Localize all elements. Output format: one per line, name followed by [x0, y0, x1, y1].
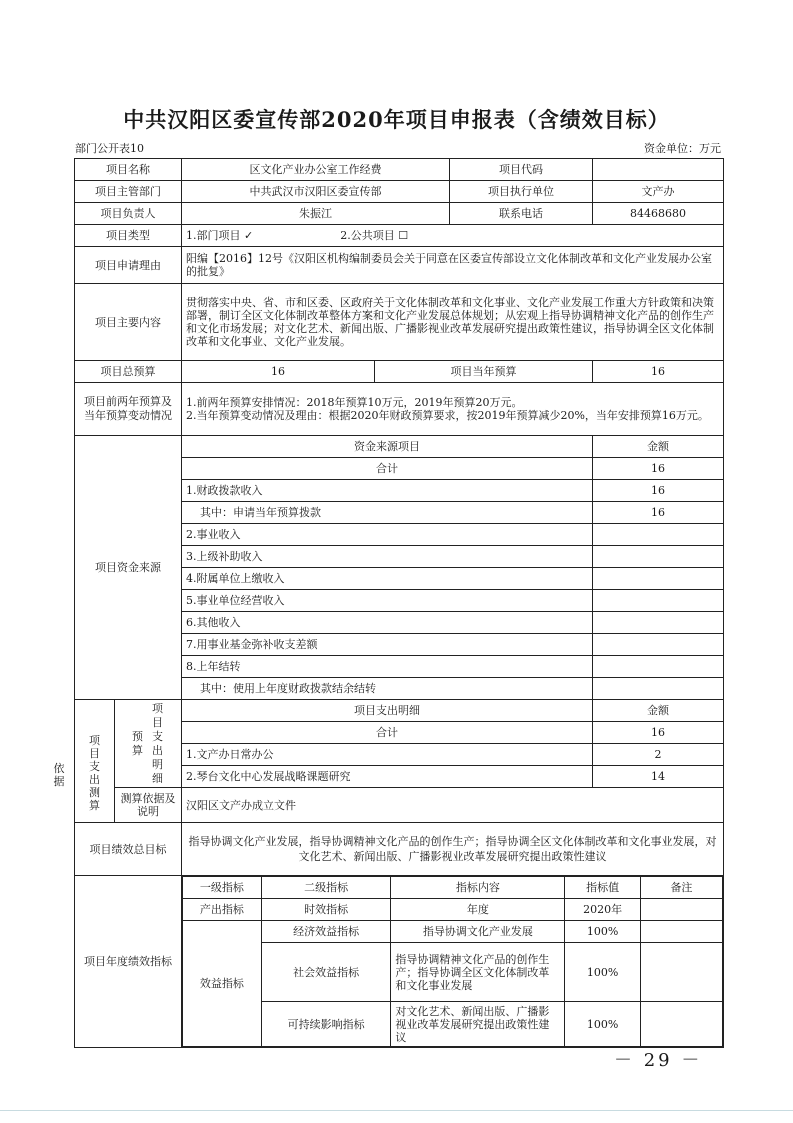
funding-amount: 16: [593, 458, 724, 480]
expense-col-item: 项目支出明细: [182, 700, 593, 722]
bottom-divider: [0, 1110, 793, 1111]
funding-amount: [593, 634, 724, 656]
funding-amount: [593, 546, 724, 568]
indicator-level2: 时效指标: [261, 899, 391, 921]
label-dept: 项目主管部门: [75, 181, 182, 203]
expense-item: 合计: [182, 722, 593, 744]
label-calc-basis: 测算依据及说明: [115, 788, 182, 823]
indicators-row: [75, 876, 724, 1048]
label-funding-source: 项目资金来源: [75, 436, 182, 700]
funding-item: 其中：申请当年预算拨款: [182, 502, 593, 524]
checkbox-empty-icon: ☐: [398, 229, 409, 242]
indicator-level2: 可持续影响指标: [261, 1002, 391, 1047]
funding-item: 合计: [182, 458, 593, 480]
label-annual-indicators: 项目年度绩效指标: [75, 876, 182, 1048]
funding-item: 2.事业收入: [182, 524, 593, 546]
type-dept-project: 1.部门项目: [186, 229, 241, 242]
funding-item: 其中：使用上年度财政拨款结余结转: [182, 678, 593, 700]
expense-amount: 16: [593, 722, 724, 744]
funding-amount: [593, 612, 724, 634]
value-budget-change: [182, 383, 724, 436]
value-dept: 中共武汉市汉阳区委宣传部: [182, 181, 450, 203]
funding-item: 8.上年结转: [182, 656, 593, 678]
indicator-content: 指导协调文化产业发展: [391, 921, 565, 943]
funding-item: 6.其他收入: [182, 612, 593, 634]
funding-item: 3.上级补助收入: [182, 546, 593, 568]
label-exec-unit: 项目执行单位: [450, 181, 593, 203]
indicator-remark: [640, 1002, 722, 1047]
indicator-row: [183, 1002, 723, 1047]
label-budget-change: 项目前两年预算及当年预算变动情况: [75, 383, 182, 436]
row-budget-change: [75, 383, 724, 436]
indicators-cell: [182, 876, 724, 1048]
row-type: [75, 225, 724, 247]
funding-item: 5.事业单位经营收入: [182, 590, 593, 612]
label-project-code: 项目代码: [450, 159, 593, 181]
label-phone: 联系电话: [450, 203, 593, 225]
indicator-value: 100%: [565, 943, 641, 1002]
row-budget: [75, 361, 724, 383]
indicator-row: [183, 943, 723, 1002]
value-leader: 朱振江: [182, 203, 450, 225]
value-project-code: [593, 159, 724, 181]
funding-amount: [593, 590, 724, 612]
label-current-budget: 项目当年预算: [375, 361, 593, 383]
budget-change-line-2: 2.当年预算变动情况及理由：根据2020年财政预算要求，按2019年预算减少20%，当年安排预算16万元。: [186, 409, 709, 422]
label-total-budget: 项目总预算: [75, 361, 182, 383]
label-expense-basis: [53, 700, 115, 823]
indicator-level1: 效益指标: [183, 921, 262, 1047]
budget-change-line-1: 1.前两年预算安排情况：2018年预算10万元，2019年预算20万元。: [186, 396, 523, 409]
indicator-remark: [640, 943, 722, 1002]
check-icon: ✓: [244, 229, 254, 242]
indicators-header: [183, 877, 723, 899]
funding-amount: 16: [593, 480, 724, 502]
indicators-table: [182, 876, 723, 1047]
indicator-row: [183, 921, 723, 943]
type-public-project: 2.公共项目: [340, 229, 395, 242]
row-perf-goal: [75, 823, 724, 876]
expense-amount: 2: [593, 744, 724, 766]
label-reason: 项目申请理由: [75, 247, 182, 284]
funding-amount: [593, 568, 724, 590]
funding-item: 7.用事业基金弥补收支差额: [182, 634, 593, 656]
expense-basis-side-text: 依据: [53, 762, 65, 788]
header-level2: 二级指标: [261, 877, 391, 899]
indicator-content: 对文化艺术、新闻出版、广播影视业改革发展研究提出政策性建议: [391, 1002, 565, 1047]
value-perf-goal: 指导协调文化产业发展，指导协调精神文化产品的创作生产；指导协调全区文化体制改革和文化事业发展，对文化艺术、新闻出版、广播影视业改革发展研究提出政策性建议: [182, 823, 724, 876]
funding-header-row: [75, 436, 724, 458]
header-content: 指标内容: [391, 877, 565, 899]
application-form-table: [53, 158, 724, 1048]
value-project-name: 区文化产业办公室工作经费: [182, 159, 450, 181]
indicator-level1: 产出指标: [183, 899, 262, 921]
indicator-value: 100%: [565, 1002, 641, 1047]
detail-label: 项目支出明细: [152, 701, 163, 785]
header-value: 指标值: [565, 877, 641, 899]
indicator-remark: [640, 921, 722, 943]
label-project-name: 项目名称: [75, 159, 182, 181]
indicator-remark: [640, 899, 722, 921]
value-project-type: [182, 225, 724, 247]
budget-label: 预算: [132, 729, 143, 757]
value-exec-unit: 文产办: [593, 181, 724, 203]
funding-amount: [593, 656, 724, 678]
header-remark: 备注: [640, 877, 722, 899]
funding-amount: [593, 524, 724, 546]
expense-basis-text: 项目支出测算: [89, 734, 100, 812]
row-project-name: [75, 159, 724, 181]
row-leader: [75, 203, 724, 225]
funding-amount: 16: [593, 502, 724, 524]
label-perf-goal: 项目绩效总目标: [75, 823, 182, 876]
funding-col-item: 资金来源项目: [182, 436, 593, 458]
value-current-budget: 16: [593, 361, 724, 383]
expense-item: 1.文产办日常办公: [182, 744, 593, 766]
funding-col-amount: 金额: [593, 436, 724, 458]
unit-label: 资金单位：万元: [644, 142, 721, 155]
row-reason: [75, 247, 724, 284]
funding-item: 1.财政拨款收入: [182, 480, 593, 502]
indicator-value: 2020年: [565, 899, 641, 921]
value-calc-basis: 汉阳区文产办成立文件: [182, 788, 724, 823]
indicator-level2: 经济效益指标: [261, 921, 391, 943]
label-leader: 项目负责人: [75, 203, 182, 225]
expense-amount: 14: [593, 766, 724, 788]
label-budget-detail: [115, 700, 182, 788]
expense-col-amount: 金额: [593, 700, 724, 722]
value-total-budget: 16: [182, 361, 375, 383]
page-title: 中共汉阳区委宣传部2020年项目申报表（含绩效目标）: [123, 107, 670, 132]
label-project-type: 项目类型: [75, 225, 182, 247]
header-level1: 一级指标: [183, 877, 262, 899]
row-dept: [75, 181, 724, 203]
funding-amount: [593, 678, 724, 700]
form-number: 部门公开表10: [75, 142, 144, 155]
value-content: 贯彻落实中央、省、市和区委、区政府关于文化体制改革和文化事业、文化产业发展工作重大方针政策和决策部署，制订全区文化体制改革整体方案和文化产业发展总体规划；从宏观上指导协调精神文化产品的创作生产和文化市场发展；对文化艺术、新闻出版、广播影视业改革发展研究提出政策性建议，指导协调全区文化体制改革和文化事业、文化产业发展。: [182, 284, 724, 361]
page-number: － 29 －: [614, 1050, 703, 1071]
indicator-content: 指导协调精神文化产品的创作生产；指导协调全区文化体制改革和文化事业发展: [391, 943, 565, 1002]
expense-header-row: [75, 700, 724, 722]
value-phone: 84468680: [593, 203, 724, 225]
value-reason: 阳编【2016】12号《汉阳区机构编制委员会关于同意在区委宣传部设立文化体制改革和文化产业发展办公室的批复》: [182, 247, 724, 284]
indicator-content: 年度: [391, 899, 565, 921]
expense-item: 2.琴台文化中心发展战略课题研究: [182, 766, 593, 788]
indicator-level2: 社会效益指标: [261, 943, 391, 1002]
row-content: [75, 284, 724, 361]
funding-item: 4.附属单位上缴收入: [182, 568, 593, 590]
expense-basis-row: [75, 788, 724, 823]
indicator-row: [183, 899, 723, 921]
indicator-value: 100%: [565, 921, 641, 943]
label-content: 项目主要内容: [75, 284, 182, 361]
